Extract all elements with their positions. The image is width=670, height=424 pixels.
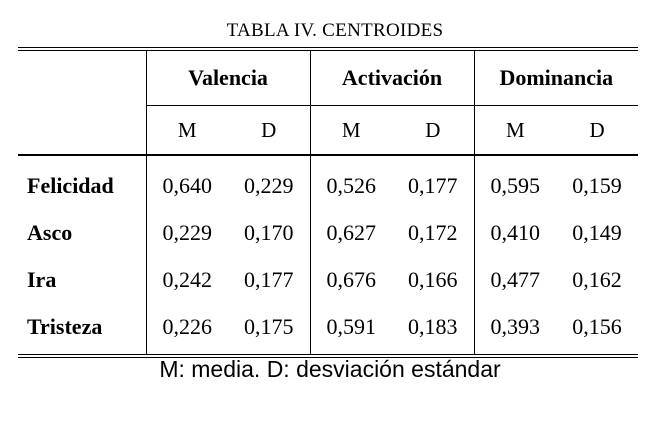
- centroids-table: [18, 47, 638, 358]
- table-cell: 0,226: [146, 303, 228, 356]
- subheader-cell: M: [474, 106, 556, 156]
- table-cell: 0,162: [572, 266, 622, 292]
- subheader-cell: D: [392, 106, 474, 156]
- table-cell: 0,183: [408, 313, 458, 339]
- row-label: Felicidad: [27, 172, 114, 198]
- subheader-cell: M: [146, 106, 228, 156]
- table-cell: 0,410: [474, 209, 556, 256]
- table-cell: 0,242: [146, 256, 228, 303]
- table-cell: 0,170: [244, 219, 294, 245]
- group-header-dominancia: Dominancia: [474, 49, 638, 106]
- table-cell: 0,229: [244, 172, 294, 198]
- group-header-activacion: Activación: [310, 49, 474, 106]
- row-label: Asco: [27, 219, 73, 245]
- table-row: [18, 155, 638, 209]
- subheader-cell: M: [310, 106, 392, 156]
- table-cell: 0,526: [310, 155, 392, 209]
- table-cell: 0,166: [408, 266, 458, 292]
- table-cell: 0,175: [244, 313, 294, 339]
- table-caption: TABLA IV. CENTROIDES: [226, 20, 444, 41]
- row-label: Tristeza: [27, 313, 103, 339]
- centroids-table-wrapper: [18, 47, 638, 358]
- table-row: [18, 256, 638, 303]
- table-cell: 0,676: [310, 256, 392, 303]
- table-cell: 0,159: [572, 172, 622, 198]
- table-cell: 0,627: [310, 209, 392, 256]
- subheader-cell: D: [228, 106, 310, 156]
- table-row: [18, 303, 638, 356]
- table-cell: 0,177: [244, 266, 294, 292]
- table-cell: 0,591: [310, 303, 392, 356]
- table-cell: 0,177: [408, 172, 458, 198]
- table-cell: 0,393: [474, 303, 556, 356]
- table-cell: 0,477: [474, 256, 556, 303]
- table-cell: 0,172: [408, 219, 458, 245]
- corner-cell: [18, 49, 146, 106]
- subheader-cell: D: [556, 106, 638, 156]
- table-row: [18, 209, 638, 256]
- group-header-row: [18, 49, 638, 106]
- table-cell: 0,156: [572, 313, 622, 339]
- table-cell: 0,149: [572, 219, 622, 245]
- table-footnote: M: media. D: desviación estándar: [159, 356, 501, 382]
- table-cell: 0,595: [474, 155, 556, 209]
- group-header-valencia: Valencia: [146, 49, 310, 106]
- table-cell: 0,640: [146, 155, 228, 209]
- subheader-row: [18, 106, 638, 156]
- table-cell: 0,229: [146, 209, 228, 256]
- corner-cell-2: [18, 106, 146, 156]
- row-label: Ira: [27, 266, 57, 292]
